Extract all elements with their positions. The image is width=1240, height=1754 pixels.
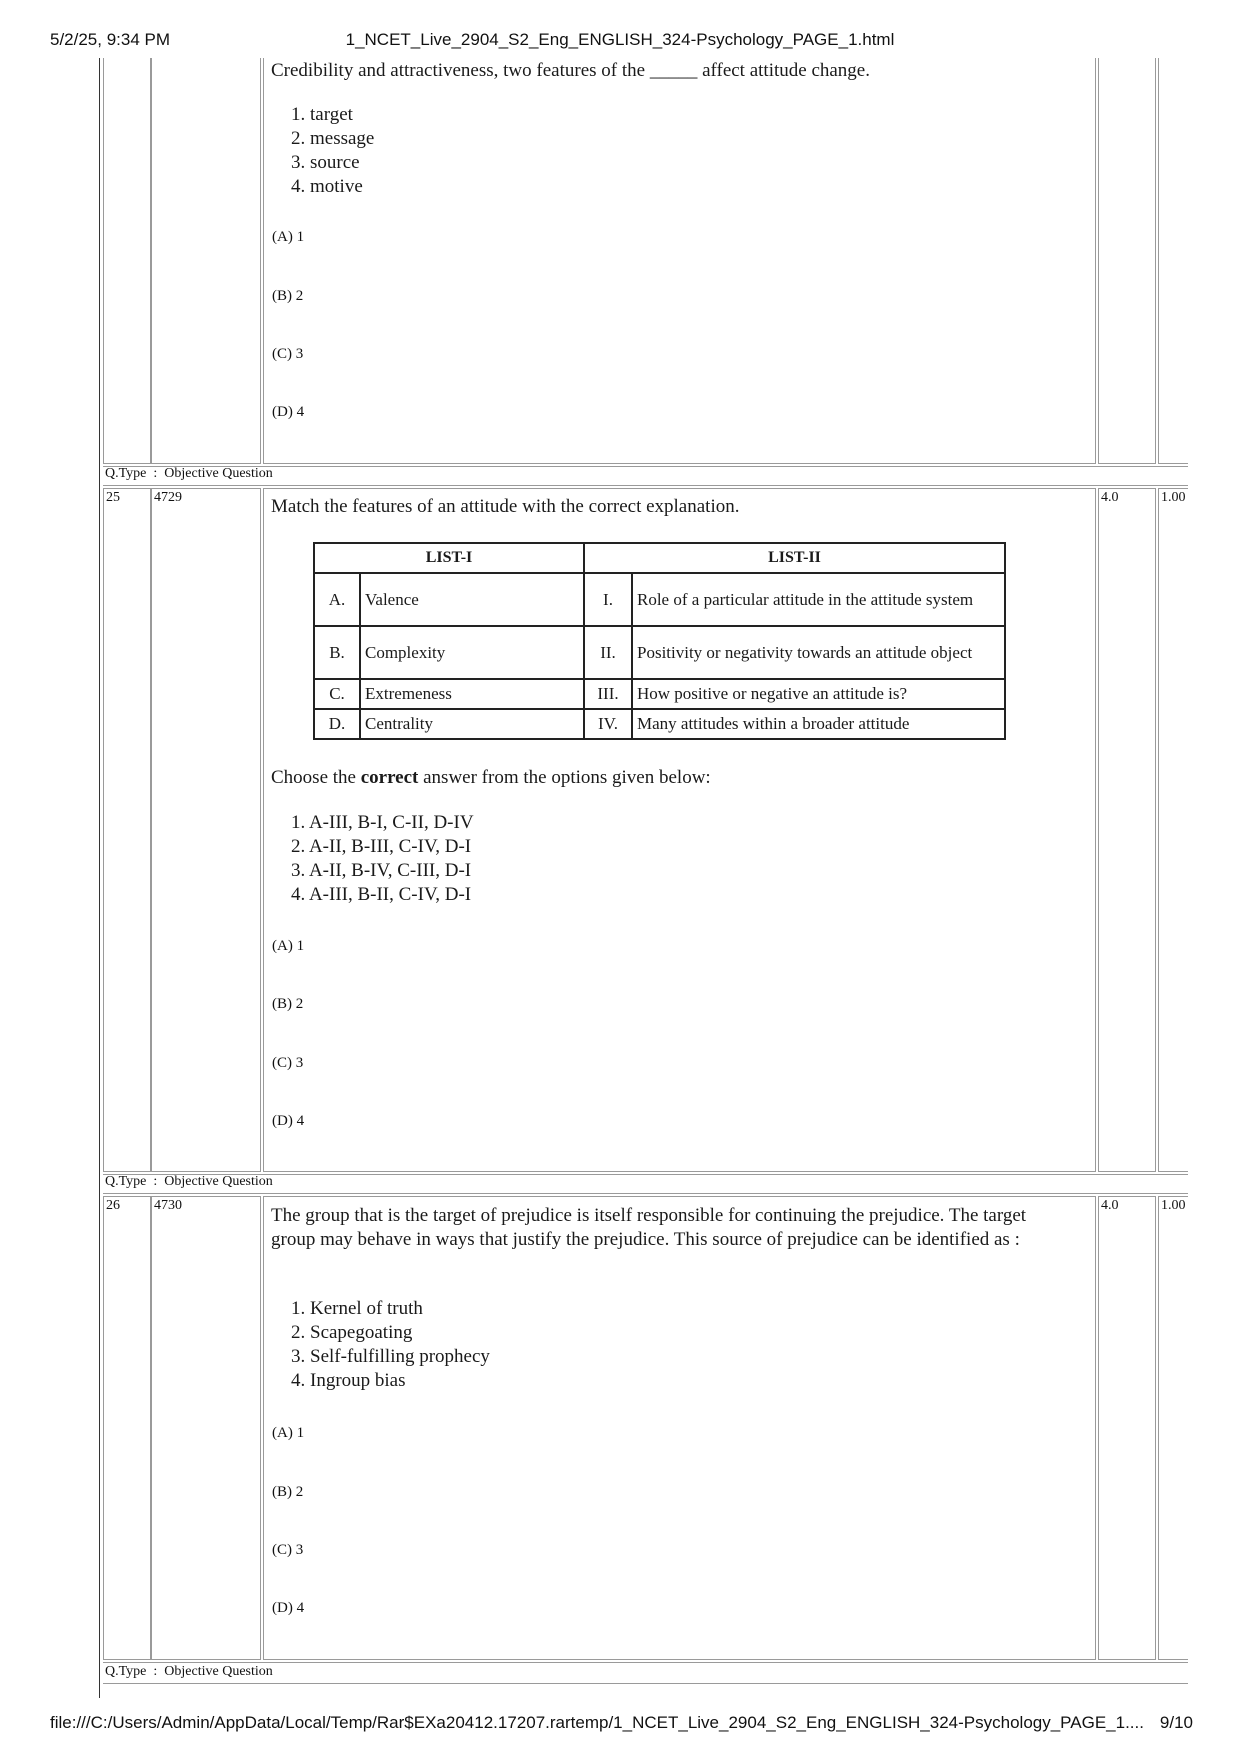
choice-list — [291, 103, 374, 199]
serial-number: 26 — [106, 1198, 120, 1213]
cell-sno — [103, 58, 151, 464]
choice-item: 4. A-III, B-II, C-IV, D-I — [291, 884, 472, 905]
question-text: The group that is the target of prejudice is itself responsible for continuing the prejudice. The target group may behave in ways that justify the prejudice. This source of prejudice can be identified as : — [271, 1205, 1027, 1250]
choice-item: 2. A-II, B-III, C-IV, D-I — [291, 836, 472, 857]
choice-list — [291, 1297, 490, 1393]
list-i-key: C. — [314, 679, 360, 709]
page-left-border — [99, 1680, 100, 1698]
list-i-header: LIST-I — [314, 543, 584, 573]
choice-item: 4. Ingroup bias — [291, 1370, 406, 1391]
table-row — [314, 709, 1005, 739]
cell-sno — [103, 1196, 151, 1660]
cell-sno — [103, 488, 151, 1172]
choice-item: 4. motive — [291, 176, 363, 197]
choice-item: 2. Scapegoating — [291, 1322, 413, 1343]
option-c: (C) 3 — [272, 1055, 304, 1071]
print-file-path: file:///C:/Users/Admin/AppData/Local/Temp/Rar$EXa20412.17207.rartemp/1_NCET_Live_2904_S2_Eng_ENGLISH_324-Psychology_PAGE_1.... — [50, 1713, 1144, 1732]
print-datetime: 5/2/25, 9:34 PM — [50, 30, 171, 49]
question-text: Match the features of an attitude with the correct explanation. — [271, 496, 740, 517]
choice-item: 1. A-III, B-I, C-II, D-IV — [291, 812, 474, 833]
serial-number: 25 — [106, 490, 120, 505]
option-b: (B) 2 — [272, 288, 304, 304]
question-type: Q.Type : Objective Question — [105, 466, 273, 481]
instruction-bold: correct — [360, 767, 419, 788]
table-row — [314, 679, 1005, 709]
list-i-value: Centrality — [360, 709, 584, 739]
cell-negative — [1158, 58, 1188, 464]
cell-marks — [1098, 1196, 1156, 1660]
choice-item: 2. message — [291, 128, 375, 149]
option-b: (B) 2 — [272, 1484, 304, 1500]
list-ii-key: III. — [584, 679, 632, 709]
list-ii-key: IV. — [584, 709, 632, 739]
list-i-value: Valence — [360, 573, 584, 626]
list-ii-value: Positivity or negativity towards an attitude object — [632, 626, 1005, 679]
list-ii-value: Many attitudes within a broader attitude — [632, 709, 1005, 739]
list-i-value: Extremeness — [360, 679, 584, 709]
option-a: (A) 1 — [272, 229, 305, 245]
row-divider — [103, 1662, 1188, 1663]
choice-item: 3. A-II, B-IV, C-III, D-I — [291, 860, 472, 881]
option-c: (C) 3 — [272, 346, 304, 362]
cell-qid — [151, 488, 261, 1172]
cell-marks — [1098, 58, 1156, 464]
page-left-border — [99, 58, 100, 1680]
option-b: (B) 2 — [272, 996, 304, 1012]
negative-marks: 1.00 — [1161, 490, 1186, 505]
cell-qid — [151, 58, 261, 464]
choice-item: 3. Self-fulfilling prophecy — [291, 1346, 490, 1367]
cell-negative — [1158, 1196, 1188, 1660]
list-ii-key: I. — [584, 573, 632, 626]
table-row — [314, 626, 1005, 679]
table-header-row — [314, 543, 1005, 573]
list-ii-value: Role of a particular attitude in the attitude system — [632, 573, 1005, 626]
list-i-value: Complexity — [360, 626, 584, 679]
marks: 4.0 — [1101, 490, 1119, 505]
instruction-post: answer from the options given below: — [418, 767, 711, 788]
option-c: (C) 3 — [272, 1542, 304, 1558]
instruction-text — [271, 766, 1061, 790]
row-divider — [103, 1193, 1188, 1194]
list-i-key: D. — [314, 709, 360, 739]
row-divider — [103, 1683, 1188, 1684]
choice-item: 3. source — [291, 152, 360, 173]
question-id: 4730 — [154, 1198, 182, 1213]
row-divider — [103, 485, 1188, 486]
question-text: Credibility and attractiveness, two features of the _____ affect attitude change. — [271, 60, 870, 81]
option-d: (D) 4 — [272, 1600, 305, 1616]
print-title: 1_NCET_Live_2904_S2_Eng_ENGLISH_324-Psychology_PAGE_1.html — [345, 30, 895, 49]
option-a: (A) 1 — [272, 1425, 305, 1441]
list-ii-value: How positive or negative an attitude is? — [632, 679, 1005, 709]
question-type: Q.Type : Objective Question — [105, 1664, 273, 1679]
choice-item: 1. Kernel of truth — [291, 1298, 423, 1319]
option-d: (D) 4 — [272, 404, 305, 420]
match-table — [313, 542, 1006, 740]
choice-item: 1. target — [291, 104, 353, 125]
list-ii-key: II. — [584, 626, 632, 679]
option-a: (A) 1 — [272, 938, 305, 954]
list-i-key: B. — [314, 626, 360, 679]
option-d: (D) 4 — [272, 1113, 305, 1129]
cell-negative — [1158, 488, 1188, 1172]
instruction-pre: Choose the — [271, 767, 361, 788]
print-page-number: 9/10 — [1159, 1713, 1193, 1732]
negative-marks: 1.00 — [1161, 1198, 1186, 1213]
marks: 4.0 — [1101, 1198, 1119, 1213]
table-row — [314, 573, 1005, 626]
question-id: 4729 — [154, 490, 182, 505]
choice-list — [291, 811, 474, 907]
cell-question — [263, 58, 1096, 464]
cell-marks — [1098, 488, 1156, 1172]
list-ii-header: LIST-II — [584, 543, 1005, 573]
cell-qid — [151, 1196, 261, 1660]
list-i-key: A. — [314, 573, 360, 626]
question-type: Q.Type : Objective Question — [105, 1174, 273, 1189]
cell-question — [263, 1196, 1096, 1660]
